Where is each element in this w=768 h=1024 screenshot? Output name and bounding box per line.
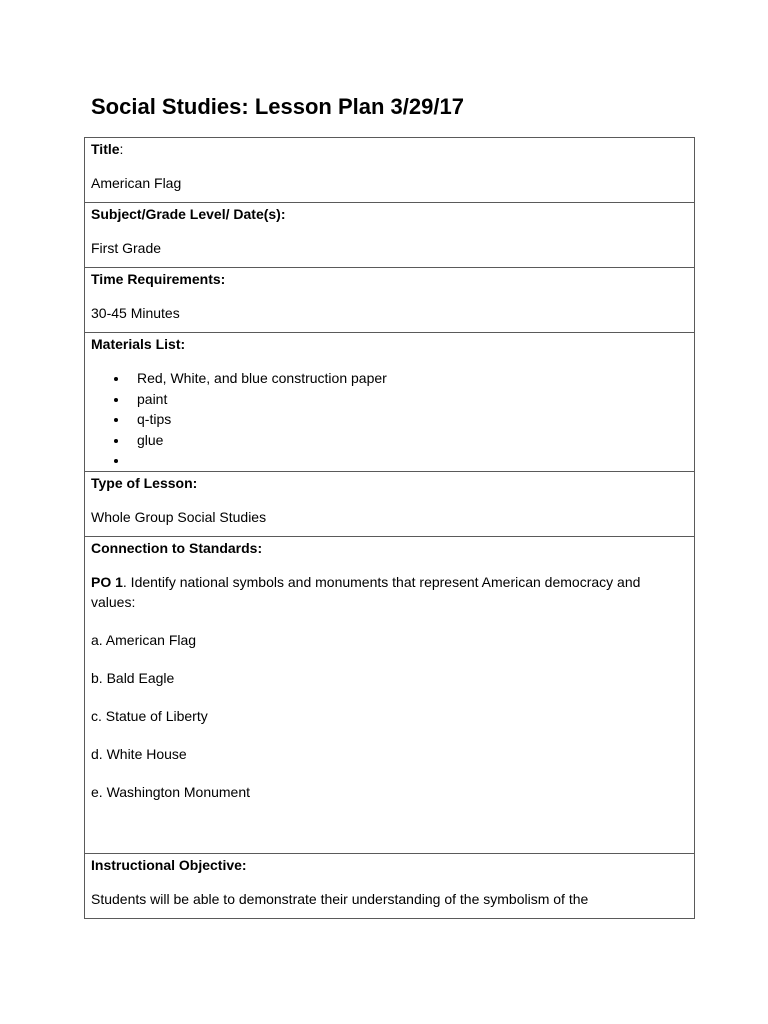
title-label: Title xyxy=(91,141,120,157)
materials-cell xyxy=(85,333,695,472)
lesson-type-value: Whole Group Social Studies xyxy=(91,508,267,525)
list-item: • q-tips xyxy=(129,409,688,430)
po-code: PO 1 xyxy=(91,573,123,590)
subject-label: Subject/Grade Level/ Date(s): xyxy=(91,206,286,222)
list-item: • paint xyxy=(129,389,688,410)
time-label: Time Requirements: xyxy=(91,271,226,287)
list-item xyxy=(129,450,688,471)
standard-item: a. American Flag xyxy=(91,631,197,648)
objective-cell xyxy=(85,853,695,918)
time-cell xyxy=(85,268,695,333)
title-value: American Flag xyxy=(91,175,182,191)
standards-cell xyxy=(85,536,695,853)
lesson-type-cell xyxy=(85,471,695,536)
objective-label: Instructional Objective: xyxy=(91,856,247,873)
objective-value: Students will be able to demonstrate their understanding of the symbolism of the xyxy=(91,890,589,907)
standard-item: d. White House xyxy=(91,745,187,762)
table-row xyxy=(85,138,695,203)
po-text: . Identify national symbols and monuments that represent American democracy and values: xyxy=(91,573,641,610)
lesson-plan-table xyxy=(84,137,695,919)
time-value: 30-45 Minutes xyxy=(91,305,180,321)
table-row xyxy=(85,203,695,268)
title-cell xyxy=(85,138,695,203)
standard-item: e. Washington Monument xyxy=(91,783,251,800)
standards-label: Connection to Standards: xyxy=(91,539,263,556)
table-row xyxy=(85,853,695,918)
subject-value: First Grade xyxy=(91,240,162,256)
document-title: Social Studies: Lesson Plan 3/29/17 xyxy=(91,94,464,119)
table-row xyxy=(85,471,695,536)
standard-item: c. Statue of Liberty xyxy=(91,707,208,724)
title-label-line xyxy=(91,139,688,159)
table-row xyxy=(85,536,695,853)
table-row xyxy=(85,268,695,333)
materials-label: Materials List: xyxy=(91,336,186,352)
list-item: • glue xyxy=(129,430,688,451)
standards-intro xyxy=(91,572,688,612)
subject-cell xyxy=(85,203,695,268)
table-row xyxy=(85,333,695,472)
standard-item: b. Bald Eagle xyxy=(91,669,175,686)
materials-list xyxy=(91,368,688,471)
title-label-colon: : xyxy=(119,141,124,157)
list-item: • Red, White, and blue construction paper xyxy=(129,368,688,389)
lesson-type-label: Type of Lesson: xyxy=(91,474,198,491)
